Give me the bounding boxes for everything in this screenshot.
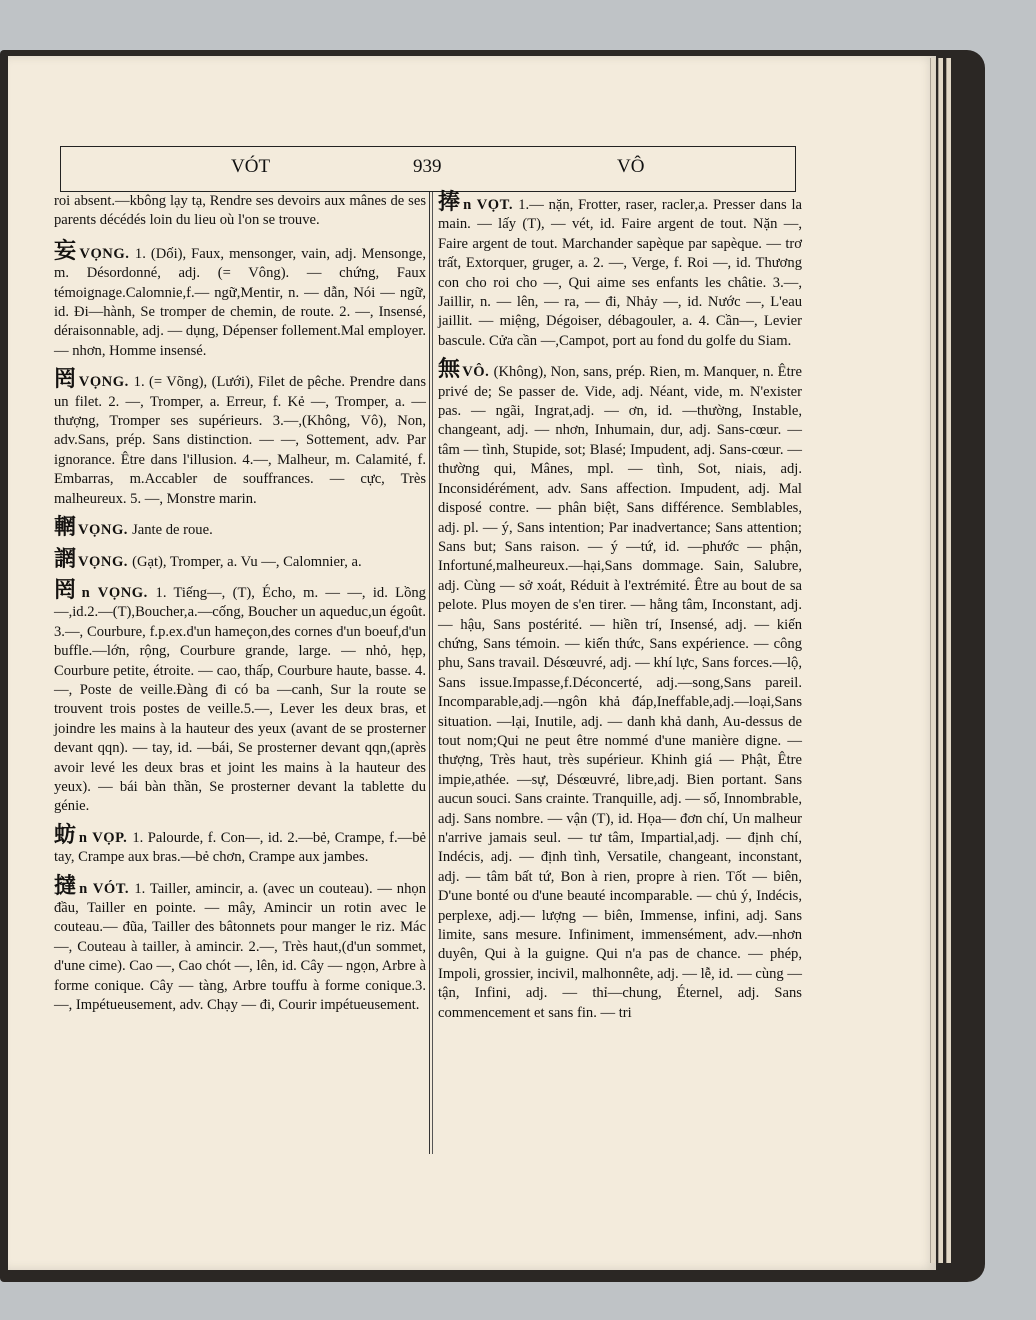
entry-definition: (Không), Non, sans, prép. Rien, m. Manquer, n. Être privé de; Se passer de. Vide, adj. Néant, vide, m. N'exister pas. — ngãi, Ingrat,adj. — ơn, id. —thường, Instable, changeant, adj. — nhơn, Inhumain, dur, adj. Sans-cœur. — tâm — tình, Stupide, sot; Blasé; Impudent, adj. Sans-cœur. — thường qui, Mânes, mpl. — tình, Sot, niais, adj. Inconsidérément, adv. Sans affection. Impudent, adj. Mal disposé contre. — phân biệt, Sans différence. Semblables, adj. pl. — ý, Sans intention; Par inadvertance; Sans attention; Sans but; Sans raison. — ý —tứ, id. —phước — phận, Infortuné,malheureux.—hại,Sans dommage. Sain, Salubre, adj. Cùng — sở xoát, Réduit à l'extrémité. Être au bout de sa pelote. Plus moyen de s'en tirer. — hằng tâm, Inconstant, adj. — hậu, Sans postérité. — hiền trí, Insensé, adj. — kiến chứng, Sans témoin. — kiến thức, Sans expérience. — công phu, Sans travail. Désœuvré, adj. — khí lực, Sans forces.—lộ, Sans issue.Impasse,f.Déconcerté, adj.—song,Sans pareil. Incomparable,adj.—ngôn khả đáp,Ineffable,adj.—loại,Sans situation. —lại, Inutile, adj. — danh khả danh, Au-dessus de tout nom;Qui ne peut être nommé d'une manière digne. — thượng, Très haut, très supérieur. Khinh giá — Phật, Être impie,athée. —sự, Désœuvré, libre,adj. Bien portant. Sans aucun souci. Sans crainte. Tranquille, adj. — số, Innombrable, adj. Sans nombre. — vận (T), id. Họa— đơn chí, Un malheur n'arrive jamais seul. — tư tâm, Impartial,adj. — định chí, Indécis, adj. — định tình, Versatile, changeant, inconstant, adj. — tâm bất tứ, Bon à rien, propre à rien. Tốt — biên, D'une bonté ou d'une beauté incomparable. — chủ ý, Indécis, perplexe, adj.— lượng — biên, Immense, infini, adj. Sans limite, sans mesure. Infiniment, immensément, adv.—nhơn duyên, Qui à la guigne. Qui n'a pas de chance. — phép, Impoli, grossier, incivil, malhonnête, adj. — lễ, id. — cùng — tận, Infini, adj. — thỉ—chung, Éternel, adj. Sans commencement et sans fin. — tri xyxy=(438,364,802,1021)
entry-definition: Jante de roue. xyxy=(132,522,213,539)
page-edge xyxy=(946,58,951,1263)
han-character: 妄 xyxy=(54,237,78,263)
entry-headword: VÔ. xyxy=(462,364,494,381)
column-divider xyxy=(432,192,434,1154)
page-edge xyxy=(930,58,935,1263)
dictionary-entry xyxy=(438,356,802,1023)
han-character: 罔 xyxy=(54,576,80,602)
entry-definition: 1. Tiếng—, (T), Écho, m. — —, id. Lồng—,id.2.—(T),Boucher,a.—cống, Boucher un aqueduc,un égoût. 3.—, Courbure, f.p.ex.d'un hameçon,des cornes d'un boeuf,d'un buffle.—lớn, rộng, Courbure grande, large. — nhỏ, hẹp, Courbure petite, étroite. — cao, thấp, Courbure haute, basse. 4.—, Poste de veille.Đàng đi có ba —canh, Sur la route se trouvent trois postes de veille.5.—, Lever les deux bras, et joindre les mains à la hauteur des yeux (avant de se prosterner devant qqn). — tay, id. —bái, Se prosterner devant qqn,(après avoir levé les deux bras et joint les mains à la hauteur des yeux). — bái bàn thần, Se prosterner devant la tablette du génie. xyxy=(54,584,426,815)
running-header xyxy=(60,146,796,192)
entry-headword: VỌNG. xyxy=(78,374,134,391)
entry-headword: n VỌP. xyxy=(78,829,133,846)
entry-headword: VỌNG. xyxy=(78,553,133,570)
han-character: 輞 xyxy=(54,514,77,540)
right-column xyxy=(438,189,802,1031)
page-edge xyxy=(938,58,943,1263)
entry-definition: 1. Palourde, f. Con—, id. 2.—bẻ, Crampe, f.—bẻ tay, Crampe aux bras.—bẻ chơn, Crampe aux jambes. xyxy=(54,829,426,866)
entry-headword: VỌNG. xyxy=(79,245,135,262)
entry-headword: n VỌNG. xyxy=(81,584,156,601)
han-character: 捧 xyxy=(438,189,462,214)
han-character: 撻 xyxy=(54,872,78,898)
entry-definition: 1. (Dối), Faux, mensonger, vain, adj. Mensonge, m. Désordonné, adj. (= Vông). — chứng, Faux témoignage.Calomnie,f.— ngữ,Mentir, n. — dẫn, Nói — ngữ, id. Đi—hành, Se tromper de chemin, de route. 2. —, Insensé, déraisonnable, adj. — dụng, Dépenser follement.Mal employer. — nhơn, Homme insensé. xyxy=(54,245,426,359)
dictionary-entry xyxy=(54,237,426,361)
dictionary-entry xyxy=(54,576,426,817)
left-column xyxy=(54,192,426,1023)
han-character: 蚄 xyxy=(54,821,77,847)
page-number: 939 xyxy=(413,156,442,177)
dictionary-entry xyxy=(54,545,426,572)
header-left-word: VÓT xyxy=(231,156,271,177)
han-character: 誷 xyxy=(54,545,77,571)
entry-headword: VỌNG. xyxy=(78,522,133,539)
entry-definition: 1. (= Võng), (Lưới), Filet de pêche. Prendre dans un filet. 2. —, Tromper, a. Erreur, f. Kẻ —, Tromper, a. — thượng, Tromper ses supérieurs. 3.—,(Không, Vô), Non, adv.Sans, prép. Sans distinction. — —, Sottement, adv. Par ignorance. Être dans l'illusion. 4.—, Malheur, m. Calamité, f. Embarras, m.Accabler de souffrances. — cực, Très malheureux. 5. —, Monstre marin. xyxy=(54,374,427,507)
dictionary-entry xyxy=(438,189,802,351)
dictionary-entry xyxy=(54,514,426,540)
dictionary-entry xyxy=(54,192,426,231)
entry-headword: n VỌT. xyxy=(463,197,519,213)
dictionary-entry xyxy=(54,821,426,868)
header-right-word: VÔ xyxy=(617,156,645,177)
column-divider xyxy=(429,192,431,1154)
entry-definition: roi absent.—kbông lạy tạ, Rendre ses devoirs aux mânes de ses parents décédés loin du lieu où l'on se trouve. xyxy=(54,193,426,229)
entry-definition: 1. Tailler, amincir, a. (avec un couteau). — nhọn đầu, Tailler en pointe. — mây, Amincir un rotin avec le couteau.— đũa, Tailler des bâtonnets pour manger le riz. Mác —, Couteau à tailler, à amincir. 2.—, Très haut,(d'un sommet, d'une cime). Cao —, Cao chót —, lên, id. Cây — ngọn, Arbre à forme conique. Cây — tàng, Arbre touffu à forme conique.3.—, Impétueusement, adv. Chạy — đi, Courir impétueusement. xyxy=(54,880,426,1014)
entry-definition: 1.— nặn, Frotter, raser, racler,a. Presser dans la main. — lấy (T), — vét, id. Faire argent de tout. Nặn —, Faire argent de tout. Marchander sapèque par sapèque. — trơ trất, Extorquer, gruger, a. 2. —, Verge, f. Roi —, id. Thương con cho roi cho —, Qui aime ses enfants les châtie. 3.—, Jaillir, n. — lên, — ra, — đi, Nhảy —, id. Nước —, L'eau jaillit. — miệng, Dégoiser, débagouler, a. 4. Cần—, Levier bascule. Cửa cần —,Campot, port au fond du golfe du Siam. xyxy=(438,197,802,349)
entry-definition: (Gạt), Tromper, a. Vu —, Calomnier, a. xyxy=(132,553,362,570)
dictionary-entry xyxy=(54,366,427,509)
dictionary-entry xyxy=(54,872,426,1016)
entry-headword: n VÓT. xyxy=(79,880,135,897)
han-character: 無 xyxy=(438,356,461,382)
han-character: 罔 xyxy=(54,366,77,392)
